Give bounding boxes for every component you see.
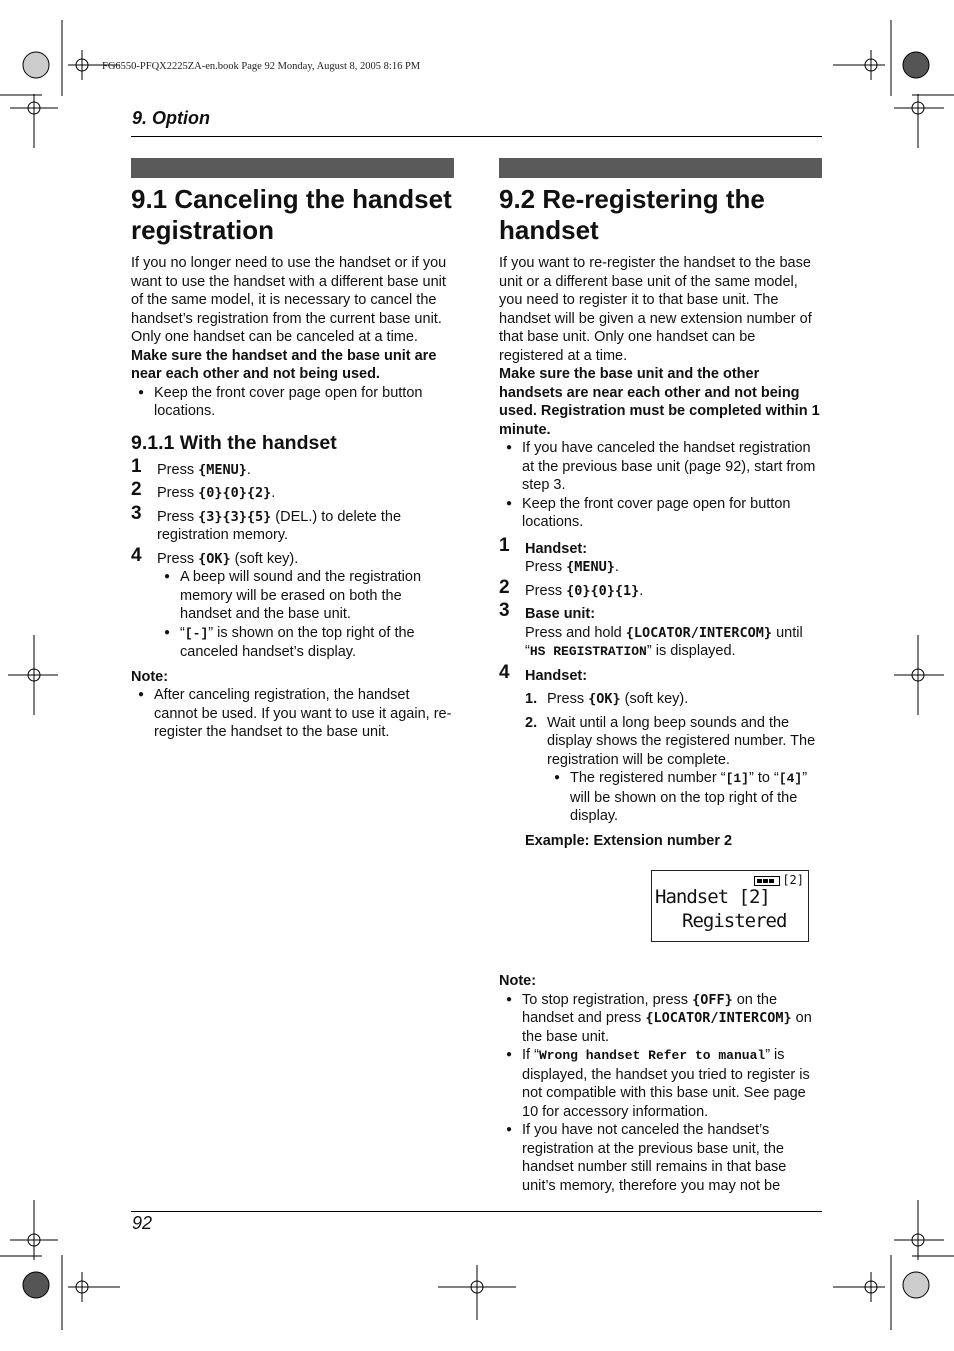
lcd-line-1: Handset [2] — [655, 886, 770, 908]
bullet-item: ● Keep the front cover page open for button locations. — [499, 495, 822, 532]
text: Press — [525, 559, 567, 575]
substep-1 — [525, 690, 822, 709]
step-text: (soft key). — [230, 550, 299, 567]
display-code: [-] — [184, 625, 209, 641]
text: Press — [547, 691, 589, 707]
text: If — [522, 1047, 535, 1063]
bullet-item: ● “[-]” is shown on the top right of the canceled handset’s display. — [157, 624, 454, 662]
step-text: Press — [157, 485, 199, 501]
step-4 — [131, 544, 454, 662]
text: . — [639, 582, 644, 599]
step-text: (DEL.) to delete the registration memory. — [157, 508, 402, 543]
key-label: {LOCATOR/INTERCOM} — [645, 1010, 792, 1026]
note-bullet: ● After canceling registration, the handset cannot be used. If you want to use it again, re-register the handset to the base unit. — [131, 686, 454, 742]
text: To stop registration, press — [522, 991, 693, 1008]
warning-text: Make sure the base unit and the other handsets are near each other and not being used. Registration must be completed within 1 minute. — [499, 366, 820, 438]
step-text: Press — [157, 508, 199, 525]
step-3 — [499, 600, 822, 662]
step-number: 1 — [499, 534, 510, 556]
display-code: Wrong handset Refer to manual — [538, 1048, 766, 1063]
battery-icon — [754, 876, 780, 886]
text: will be shown on the top right of the display. — [570, 789, 798, 824]
display-code: [1] — [725, 771, 749, 786]
lcd-line-2: Registered — [682, 910, 787, 932]
step-text: Press — [157, 461, 199, 478]
title-bar — [131, 158, 454, 178]
step-number: 4 — [131, 544, 142, 566]
step-number: 1 — [131, 455, 142, 477]
key-label: {OK} — [588, 691, 621, 707]
key-label: {0}{0}{1} — [566, 582, 640, 599]
step-label: Handset: — [525, 667, 588, 684]
step-label: Base unit: — [525, 606, 596, 622]
extension-indicator: [2] — [782, 873, 804, 887]
warning-text: Make sure the handset and the base unit are near each other and not being used. — [131, 347, 437, 382]
note-label: Note: — [131, 668, 169, 685]
key-label: {MENU} — [198, 461, 247, 478]
step-number: 2 — [131, 479, 142, 500]
lcd-display — [651, 870, 809, 942]
key-label: {OFF} — [692, 991, 733, 1008]
section-title: 9.2 Re-registering the handset — [499, 184, 765, 245]
note-bullet: ● If you have not canceled the handset’s registration at the previous base unit, the handset number still remains in that base unit’s memory, therefore you may not be — [499, 1121, 822, 1195]
step-3 — [131, 502, 454, 545]
bullet-item: ● If you have canceled the handset registration at the previous base unit (page 92), start from step 3. — [499, 439, 822, 495]
bullet-item: ● A beep will sound and the registration memory will be erased on both the handset and the base unit. — [157, 568, 454, 624]
file-info: FG6550-PFQX2225ZA-en.book Page 92 Monday, August 8, 2005 8:16 PM — [102, 61, 421, 72]
step-label: Handset: — [525, 540, 588, 557]
text: is displayed. — [651, 643, 736, 659]
bullet-item: ● The registered number “[1]” to “[4]” will be shown on the top right of the display. — [547, 769, 822, 826]
page-number: 92 — [132, 1213, 153, 1233]
step-1 — [131, 455, 454, 480]
step-number: 3 — [131, 502, 142, 524]
step-text: . — [246, 461, 251, 478]
text: Press and hold — [525, 624, 626, 641]
substep-number: 2. — [525, 714, 538, 731]
text: until — [772, 624, 803, 641]
note-bullet: ● If “Wrong handset Refer to manual” is displayed, the handset you tried to register is not compatible with this base unit. See page 10 for accessory information. — [499, 1046, 822, 1121]
key-label: {OK} — [198, 550, 231, 567]
step-text: Press and hold {LOCATOR/INTERCOM} until “HS REGISTRATION” is displayed. — [525, 624, 803, 659]
section-header: 9. Option — [132, 108, 210, 128]
text: on the handset and press — [522, 991, 778, 1026]
text: on the base unit. — [522, 1010, 812, 1045]
step-2 — [499, 576, 822, 601]
substep-number: 1. — [525, 691, 538, 707]
intro-text: If you want to re-register the handset to the base unit or a different base unit of the same model, you need to register it to that base unit. The handset will be given a new extension number of that base unit. Only one handset can be registered at a time. — [499, 255, 812, 364]
step-number: 3 — [499, 600, 510, 621]
step-2 — [131, 479, 454, 503]
example-label: Example: Extension number 2 — [525, 832, 733, 849]
key-label: {LOCATOR/INTERCOM} — [625, 624, 773, 641]
note-label: Note: — [499, 973, 537, 989]
step-number: 4 — [499, 661, 510, 683]
key-label: {3}{3}{5} — [198, 508, 272, 525]
display-code: HS REGISTRATION — [529, 644, 647, 659]
header-rule — [131, 136, 822, 137]
text: is displayed, the handset you tried to register is not compatible with this base unit. See page 10 for accessory information. — [522, 1047, 810, 1120]
left-column — [131, 158, 454, 742]
step-text: . — [271, 485, 276, 501]
key-label: {MENU} — [566, 559, 615, 575]
step-4 — [499, 661, 822, 851]
step-1 — [499, 534, 822, 577]
step-number: 2 — [499, 576, 510, 598]
text: (soft key). — [620, 691, 689, 707]
bullet-text: is shown on the top right of the canceled handset’s display. — [180, 624, 415, 660]
text: . — [614, 559, 619, 575]
note-bullet — [499, 991, 822, 1047]
display-code: [4] — [778, 771, 803, 786]
step-text — [525, 558, 822, 577]
substep-2 — [525, 714, 822, 826]
text: Press — [525, 582, 567, 599]
footer-rule — [131, 1211, 822, 1212]
text: to — [753, 770, 774, 786]
key-label: {0}{0}{2} — [198, 485, 272, 501]
right-column — [499, 158, 822, 1195]
text: The registered number — [570, 770, 721, 786]
bullet-item: ● Keep the front cover page open for button locations. — [131, 384, 454, 421]
substep-text: Wait until a long beep sounds and the display shows the registered number. The registration will be complete. — [547, 714, 816, 768]
intro-text: If you no longer need to use the handset or if you want to use the handset with a different base unit of the same model, it is necessary to cancel the handset’s registration from the current base unit. Only one handset can be canceled at a time. — [131, 255, 447, 345]
subsection-title: 9.1.1 With the handset — [131, 431, 337, 454]
step-text: Press — [157, 550, 199, 567]
section-title: 9.1 Canceling the handset registration — [131, 184, 452, 245]
title-bar — [499, 158, 822, 178]
